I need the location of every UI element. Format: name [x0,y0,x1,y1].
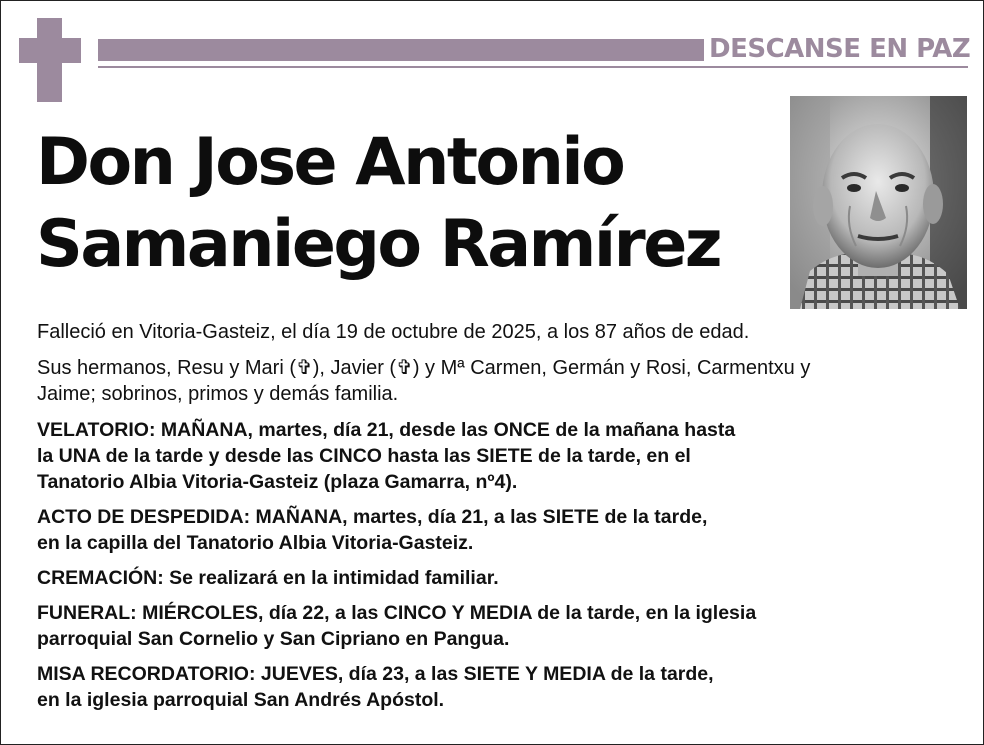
portrait-photo [790,96,967,309]
farewell-notice-line: ACTO DE DESPEDIDA: MAÑANA, martes, día 21, a las SIETE de la tarde, [37,506,708,528]
funeral-notice-line: parroquial San Cornelio y San Cipriano en Pangua. [37,628,510,650]
header-bar [98,39,704,61]
memorial-mass-notice-line: MISA RECORDATORIO: JUEVES, día 23, a las SIETE Y MEDIA de la tarde, [37,663,714,685]
cross-icon-arm [19,38,81,63]
memorial-mass-notice [37,661,937,713]
family-notice-line: Sus hermanos, Resu y Mari (✞), Javier (✞) y Mª Carmen, Germán y Rosi, Carmentxu y [37,357,811,379]
name-line-2: Samaniego Ramírez [36,207,721,282]
death-notice-line: Falleció en Vitoria-Gasteiz, el día 19 de octubre de 2025, a los 87 años de edad. [37,321,750,343]
wake-notice-line: la UNA de la tarde y desde las CINCO hasta las SIETE de la tarde, en el [37,445,691,467]
wake-notice-line: Tanatorio Albia Vitoria-Gasteiz (plaza Gamarra, nº4). [37,471,518,493]
cremation-notice [37,565,937,591]
funeral-notice [37,600,937,652]
wake-notice [37,417,937,495]
farewell-notice-line: en la capilla del Tanatorio Albia Vitoria-Gasteiz. [37,532,474,554]
deceased-name [36,122,776,286]
name-line-1: Don Jose Antonio [36,125,624,200]
family-notice-line: Jaime; sobrinos, primos y demás familia. [37,383,399,405]
header-label: DESCANSE EN PAZ [709,34,971,64]
obituary-body [37,319,937,722]
family-notice [37,355,937,407]
wake-notice-line: VELATORIO: MAÑANA, martes, día 21, desde las ONCE de la mañana hasta [37,419,736,441]
funeral-notice-line: FUNERAL: MIÉRCOLES, día 22, a las CINCO Y MEDIA de la tarde, en la iglesia [37,602,757,624]
death-notice [37,319,937,345]
header-rule [98,66,968,68]
memorial-mass-notice-line: en la iglesia parroquial San Andrés Apóstol. [37,689,445,711]
farewell-notice [37,504,937,556]
cremation-notice-line: CREMACIÓN: Se realizará en la intimidad familiar. [37,567,499,589]
portrait-photo-icon [790,96,967,309]
